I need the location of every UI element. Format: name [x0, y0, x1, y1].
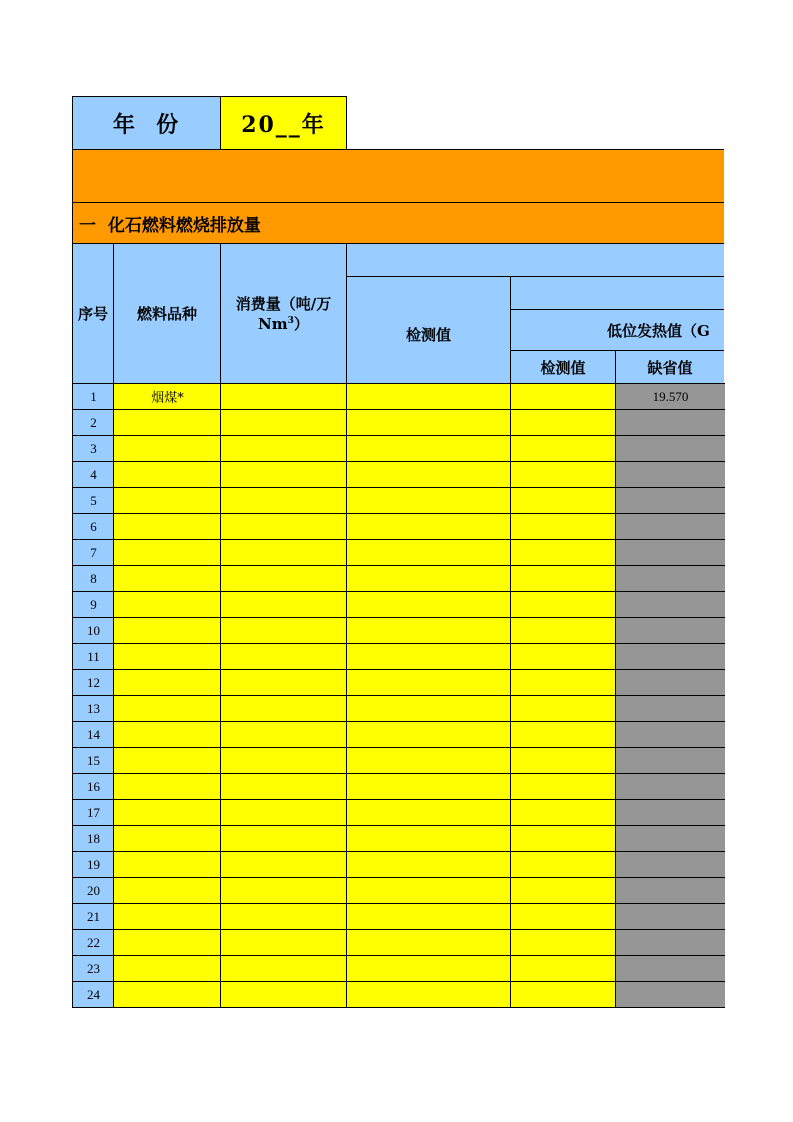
consumption-cell[interactable] [220, 383, 348, 410]
fuel-type-cell[interactable] [113, 539, 222, 566]
ncv-default-cell [615, 851, 725, 878]
consumption-cell[interactable] [220, 487, 348, 514]
ncv-measured-cell[interactable] [510, 903, 617, 930]
row-number-value: 3 [90, 440, 97, 456]
fuel-type-cell[interactable] [113, 955, 222, 982]
measured-cell[interactable] [346, 903, 512, 930]
header-measured-label: 检测值 [405, 325, 451, 344]
row-number-cell [72, 695, 115, 722]
fuel-type-cell[interactable] [113, 591, 222, 618]
fuel-type-cell[interactable] [113, 487, 222, 514]
row-number-value: 18 [87, 830, 100, 846]
fuel-type-cell[interactable] [113, 643, 222, 670]
ncv-default-cell [615, 825, 725, 852]
ncv-default-cell [615, 669, 725, 696]
ncv-default-value: 19.570 [652, 388, 689, 404]
row-number-cell [72, 773, 115, 800]
measured-cell[interactable] [346, 825, 512, 852]
fuel-type-cell[interactable] [113, 435, 222, 462]
ncv-default-cell [615, 565, 725, 592]
ncv-default-cell [615, 981, 725, 1008]
row-number-value: 13 [87, 700, 100, 716]
measured-cell[interactable] [346, 565, 512, 592]
row-number-value: 7 [90, 544, 97, 560]
consumption-cell[interactable] [220, 669, 348, 696]
row-number-cell [72, 539, 115, 566]
fuel-type-cell[interactable] [113, 825, 222, 852]
measured-cell[interactable] [346, 773, 512, 800]
row-number-value: 8 [90, 570, 97, 586]
header-ncv-measured [510, 350, 616, 384]
ncv-default-cell [615, 487, 725, 514]
row-number-cell [72, 643, 115, 670]
fuel-type-cell[interactable] [113, 981, 222, 1008]
row-number-value: 14 [87, 726, 100, 742]
row-number-value: 20 [87, 882, 100, 898]
row-number-cell [72, 409, 115, 436]
fuel-type-cell[interactable] [113, 903, 222, 930]
header-ncv [510, 309, 724, 351]
ncv-default-cell [615, 435, 725, 462]
consumption-cell[interactable] [220, 799, 348, 826]
ncv-measured-cell[interactable] [510, 851, 617, 878]
fuel-type-cell[interactable] [113, 747, 222, 774]
row-number-cell [72, 929, 115, 956]
consumption-cell[interactable] [220, 903, 348, 930]
consumption-cell[interactable] [220, 591, 348, 618]
measured-cell[interactable] [346, 539, 512, 566]
row-number-value: 15 [87, 752, 100, 768]
fuel-type-cell[interactable] [113, 461, 222, 488]
ncv-default-cell [615, 695, 725, 722]
measured-cell[interactable] [346, 695, 512, 722]
row-number-value: 2 [90, 414, 97, 430]
measured-cell[interactable] [346, 487, 512, 514]
consumption-cell[interactable] [220, 955, 348, 982]
header-consumption-close: ） [293, 314, 309, 333]
row-number-cell [72, 669, 115, 696]
ncv-measured-cell[interactable] [510, 409, 617, 436]
consumption-cell[interactable] [220, 435, 348, 462]
header-consumption-unit: Nm [258, 314, 288, 333]
row-number-value: 22 [87, 934, 100, 950]
measured-cell[interactable] [346, 877, 512, 904]
ncv-measured-cell[interactable] [510, 695, 617, 722]
ncv-measured-cell[interactable] [510, 981, 617, 1008]
ncv-measured-cell[interactable] [510, 383, 617, 410]
measured-cell[interactable] [346, 721, 512, 748]
ncv-default-cell [615, 591, 725, 618]
ncv-default-cell [615, 461, 725, 488]
section-title: 一 化石燃料燃烧排放量 [79, 215, 261, 236]
ncv-default-cell [615, 903, 725, 930]
ncv-measured-cell[interactable] [510, 721, 617, 748]
fuel-type-cell[interactable] [113, 409, 222, 436]
row-number-value: 1 [90, 388, 97, 404]
ncv-default-cell [615, 409, 725, 436]
fuel-type-cell[interactable] [113, 851, 222, 878]
row-number-cell [72, 799, 115, 826]
measured-cell[interactable] [346, 981, 512, 1008]
year-label: 年 份 [112, 111, 181, 138]
ncv-default-cell [615, 643, 725, 670]
measured-cell[interactable] [346, 461, 512, 488]
ncv-default-cell [615, 617, 725, 644]
header-measured [346, 276, 511, 384]
consumption-cell[interactable] [220, 695, 348, 722]
row-number-cell [72, 565, 115, 592]
row-number-value: 12 [87, 674, 100, 690]
ncv-measured-cell[interactable] [510, 929, 617, 956]
fuel-type-cell[interactable] [113, 695, 222, 722]
ncv-measured-cell[interactable] [510, 799, 617, 826]
ncv-measured-cell[interactable] [510, 435, 617, 462]
fuel-type-cell[interactable] [113, 773, 222, 800]
row-number-cell [72, 747, 115, 774]
row-number-cell [72, 955, 115, 982]
ncv-measured-cell[interactable] [510, 825, 617, 852]
row-number-cell [72, 877, 115, 904]
measured-cell[interactable] [346, 435, 512, 462]
consumption-cell[interactable] [220, 617, 348, 644]
header-subgroup-band [510, 276, 724, 310]
header-consumption-sup: 3 [287, 315, 294, 326]
consumption-cell[interactable] [220, 409, 348, 436]
row-number-value: 6 [90, 518, 97, 534]
row-number-cell [72, 383, 115, 410]
fuel-type-cell[interactable] [113, 799, 222, 826]
ncv-measured-cell[interactable] [510, 591, 617, 618]
row-number-value: 17 [87, 804, 100, 820]
header-consumption-label: 消费量（吨/万 [235, 294, 332, 313]
ncv-default-cell [615, 955, 725, 982]
ncv-default-cell [615, 383, 725, 410]
header-consumption [220, 243, 347, 384]
ncv-measured-cell[interactable] [510, 513, 617, 540]
measured-cell[interactable] [346, 409, 512, 436]
consumption-cell[interactable] [220, 877, 348, 904]
row-number-cell [72, 903, 115, 930]
fuel-type-cell[interactable] [113, 721, 222, 748]
consumption-cell[interactable] [220, 929, 348, 956]
consumption-cell[interactable] [220, 539, 348, 566]
clip-edge [720, 149, 721, 1008]
ncv-default-cell [615, 773, 725, 800]
row-number-value: 11 [87, 648, 100, 664]
fuel-type-cell[interactable] [113, 877, 222, 904]
measured-cell[interactable] [346, 669, 512, 696]
row-number-value: 19 [87, 856, 100, 872]
row-number-value: 4 [90, 466, 97, 482]
consumption-cell[interactable] [220, 851, 348, 878]
header-seq-label: 序号 [77, 305, 108, 323]
row-number-value: 10 [87, 622, 100, 638]
fuel-type-cell[interactable] [113, 565, 222, 592]
measured-cell[interactable] [346, 955, 512, 982]
fuel-type-cell[interactable] [113, 617, 222, 644]
ncv-measured-cell[interactable] [510, 617, 617, 644]
ncv-default-cell [615, 877, 725, 904]
ncv-measured-cell[interactable] [510, 539, 617, 566]
ncv-default-cell [615, 747, 725, 774]
ncv-measured-cell[interactable] [510, 669, 617, 696]
ncv-default-cell [615, 539, 725, 566]
year-label-cell [72, 96, 221, 150]
measured-cell[interactable] [346, 591, 512, 618]
consumption-cell[interactable] [220, 721, 348, 748]
header-group-band [346, 243, 724, 277]
consumption-cell[interactable] [220, 565, 348, 592]
ncv-measured-cell[interactable] [510, 877, 617, 904]
fuel-type-cell[interactable] [113, 383, 222, 410]
measured-cell[interactable] [346, 643, 512, 670]
title-banner [72, 149, 724, 203]
header-ncv-label: 低位发热值（G [607, 321, 710, 340]
measured-cell[interactable] [346, 851, 512, 878]
row-number-value: 16 [87, 778, 100, 794]
consumption-cell[interactable] [220, 461, 348, 488]
header-fuel-type [113, 243, 221, 384]
row-number-cell [72, 851, 115, 878]
row-number-cell [72, 513, 115, 540]
year-value: 20__年 [241, 111, 326, 138]
row-number-value: 24 [87, 986, 100, 1002]
row-number-value: 21 [87, 908, 100, 924]
section-title-cell [72, 202, 724, 244]
consumption-cell[interactable] [220, 773, 348, 800]
row-number-cell [72, 435, 115, 462]
header-ncv-measured-label: 检测值 [540, 358, 586, 377]
measured-cell[interactable] [346, 383, 512, 410]
consumption-cell[interactable] [220, 825, 348, 852]
ncv-measured-cell[interactable] [510, 487, 617, 514]
measured-cell[interactable] [346, 747, 512, 774]
consumption-cell[interactable] [220, 643, 348, 670]
measured-cell[interactable] [346, 513, 512, 540]
row-number-cell [72, 981, 115, 1008]
measured-cell[interactable] [346, 929, 512, 956]
header-fuel-type-label: 燃料品种 [136, 305, 197, 323]
row-number-value: 23 [87, 960, 100, 976]
row-number-cell [72, 825, 115, 852]
measured-cell[interactable] [346, 617, 512, 644]
ncv-default-cell [615, 513, 725, 540]
fuel-type-cell[interactable] [113, 929, 222, 956]
ncv-measured-cell[interactable] [510, 747, 617, 774]
row-number-value: 9 [90, 596, 97, 612]
ncv-measured-cell[interactable] [510, 565, 617, 592]
row-number-cell [72, 487, 115, 514]
consumption-cell[interactable] [220, 513, 348, 540]
row-number-cell [72, 617, 115, 644]
fuel-type-cell[interactable] [113, 513, 222, 540]
header-ncv-default [615, 350, 724, 384]
ncv-default-cell [615, 721, 725, 748]
header-seq [72, 243, 114, 384]
ncv-measured-cell[interactable] [510, 461, 617, 488]
ncv-measured-cell[interactable] [510, 955, 617, 982]
ncv-measured-cell[interactable] [510, 773, 617, 800]
header-ncv-default-label: 缺省值 [647, 358, 693, 377]
ncv-default-cell [615, 929, 725, 956]
row-number-cell [72, 461, 115, 488]
fuel-type-value: 烟煤* [151, 391, 184, 406]
ncv-measured-cell[interactable] [510, 643, 617, 670]
row-number-cell [72, 591, 115, 618]
fuel-type-cell[interactable] [113, 669, 222, 696]
row-number-cell [72, 721, 115, 748]
ncv-default-cell [615, 799, 725, 826]
measured-cell[interactable] [346, 799, 512, 826]
consumption-cell[interactable] [220, 747, 348, 774]
row-number-value: 5 [90, 492, 97, 508]
consumption-cell[interactable] [220, 981, 348, 1008]
year-value-cell[interactable] [220, 96, 347, 150]
